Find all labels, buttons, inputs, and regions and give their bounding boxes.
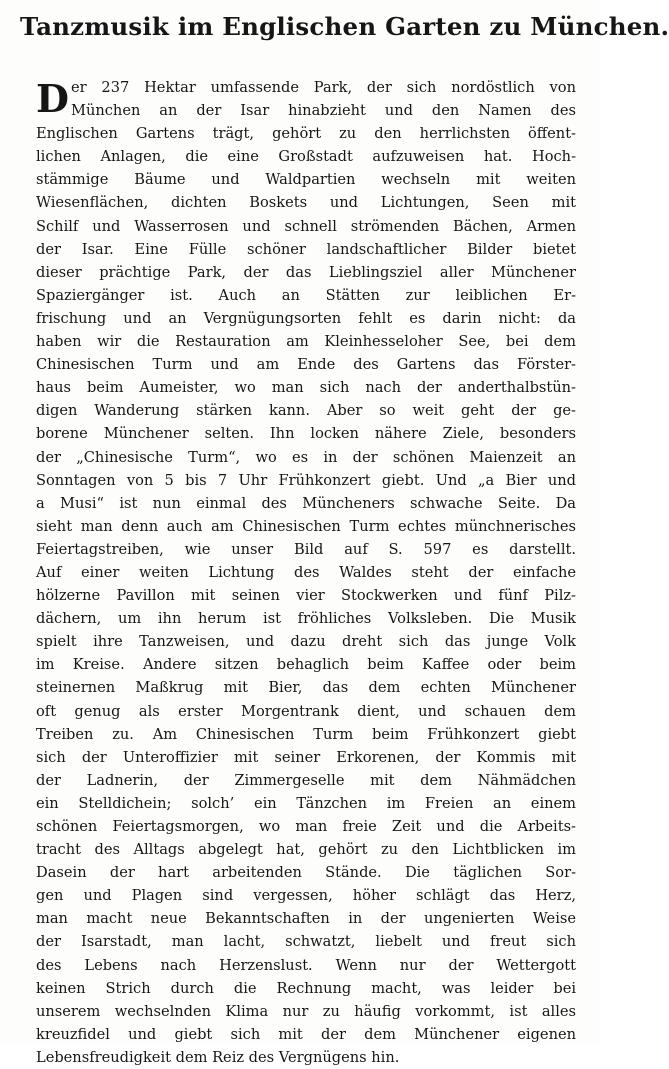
text-line: Englischen Gartens trägt, gehört zu den herrlichsten öffent- bbox=[36, 125, 576, 143]
text-line: des Lebens nach Herzenslust. Wenn nur der Wettergott bbox=[36, 956, 576, 974]
text-line: unserem wechselnden Klima nur zu häufig vorkommt, ist alles bbox=[36, 1002, 576, 1020]
text-line: tracht des Alltags abgelegt hat, gehört zu den Lichtblicken im bbox=[36, 841, 576, 859]
text-line: im Kreise. Andere sitzen behaglich beim Kaffee oder beim bbox=[36, 656, 576, 674]
text-line: Schilf und Wasserrosen und schnell strömenden Bächen, Armen bbox=[36, 217, 576, 235]
article-body bbox=[36, 76, 576, 1069]
text-line: Lebensfreudigkeit dem Reiz des Vergnügens hin. bbox=[36, 1048, 400, 1066]
text-line: a Musi“ ist nun einmal des Müncheners schwache Seite. Da bbox=[36, 494, 576, 512]
text-line: frischung und an Vergnügungsorten fehlt es darin nicht: da bbox=[36, 309, 576, 327]
text-line: Chinesischen Turm und am Ende des Gartens das Förster- bbox=[36, 356, 576, 374]
text-line: Spaziergänger ist. Auch an Stätten zur leiblichen Er- bbox=[36, 286, 576, 304]
text-line: Sonntagen von 5 bis 7 Uhr Frühkonzert giebt. Und „a Bier und bbox=[36, 471, 576, 489]
text-line: digen Wanderung stärken kann. Aber so weit geht der ge- bbox=[36, 402, 576, 420]
text-line: ein Stelldichein; solch’ ein Tänzchen im Freien an einem bbox=[36, 794, 576, 812]
text-line: steinernen Maßkrug mit Bier, das dem echten Münchener bbox=[36, 679, 576, 697]
text-line: Wiesenflächen, dichten Boskets und Lichtungen, Seen mit bbox=[36, 194, 576, 212]
text-line: dieser prächtige Park, der das Lieblingsziel aller Münchener bbox=[36, 263, 576, 281]
text-line: gen und Plagen sind vergessen, höher schlägt das Herz, bbox=[36, 887, 576, 905]
text-line: lichen Anlagen, die eine Großstadt aufzuweisen hat. Hoch- bbox=[36, 148, 576, 166]
text-line: sieht man denn auch am Chinesischen Turm echtes münchnerisches bbox=[36, 517, 576, 535]
text-line: haus beim Aumeister, wo man sich nach der anderthalbstün- bbox=[36, 379, 576, 397]
text-line: keinen Strich durch die Rechnung macht, was leider bei bbox=[36, 979, 576, 997]
text-line: Feiertagstreiben, wie unser Bild auf S. 597 es darstellt. bbox=[36, 540, 576, 558]
text-line: Auf einer weiten Lichtung des Waldes steht der einfache bbox=[36, 563, 576, 581]
text-line: der Isar. Eine Fülle schöner landschaftlicher Bilder bietet bbox=[36, 240, 576, 258]
text-line: München an der Isar hinabzieht und den Namen des bbox=[71, 102, 576, 120]
text-line: sich der Unteroffizier mit seiner Erkorenen, der Kommis mit bbox=[36, 748, 576, 766]
text-line: kreuzfidel und giebt sich mit der dem Münchener eigenen bbox=[36, 1025, 576, 1043]
text-line: schönen Feiertagsmorgen, wo man freie Zeit und die Arbeits- bbox=[36, 818, 576, 835]
opening-block bbox=[36, 76, 576, 122]
article-title: Tanzmusik im Englischen Garten zu München. bbox=[20, 12, 669, 41]
text-line: man macht neue Bekanntschaften in der ungenierten Weise bbox=[36, 910, 576, 928]
text-line: Treiben zu. Am Chinesischen Turm beim Frühkonzert giebt bbox=[36, 725, 576, 743]
text-line: spielt ihre Tanzweisen, und dazu dreht sich das junge Volk bbox=[36, 633, 576, 651]
text-line: Dasein der hart arbeitenden Stände. Die täglichen Sor- bbox=[36, 864, 576, 882]
text-line: der „Chinesische Turm“, wo es in der schönen Maienzeit an bbox=[36, 448, 576, 466]
text-line: dächern, um ihn herum ist fröhliches Volksleben. Die Musik bbox=[36, 610, 576, 628]
text-line: stämmige Bäume und Waldpartien wechseln mit weiten bbox=[36, 171, 576, 189]
text-line: der Ladnerin, der Zimmergeselle mit dem Nähmädchen bbox=[36, 771, 576, 789]
text-line: haben wir die Restauration am Kleinhesseloher See, bei dem bbox=[36, 333, 576, 351]
text-line: der Isarstadt, man lacht, schwatzt, liebelt und freut sich bbox=[36, 933, 576, 951]
text-line: oft genug als erster Morgentrank dient, und schauen dem bbox=[36, 702, 576, 720]
drop-cap: D bbox=[36, 76, 69, 121]
text-line: er 237 Hektar umfassende Park, der sich nordöstlich von bbox=[71, 79, 576, 96]
text-line: borene Münchener selten. Ihn locken nähere Ziele, besonders bbox=[36, 425, 576, 443]
text-line: hölzerne Pavillon mit seinen vier Stockwerken und fünf Pilz- bbox=[36, 587, 576, 605]
